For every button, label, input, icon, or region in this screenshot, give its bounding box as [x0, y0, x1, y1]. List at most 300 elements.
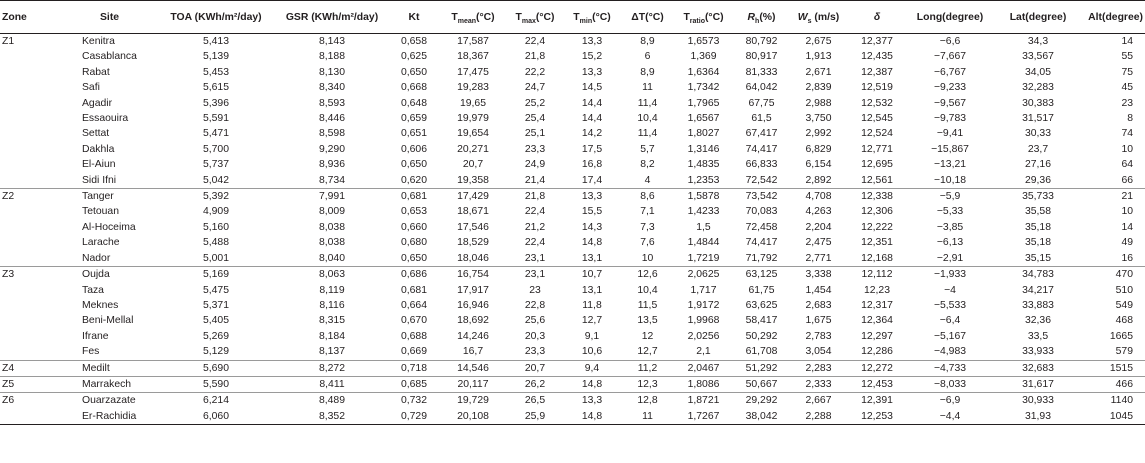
cell-rh: 58,417 — [745, 315, 778, 327]
cell-rh: 29,292 — [732, 393, 791, 409]
cell-long: −5,9 — [908, 189, 992, 205]
cell-delta: 12,771 — [861, 143, 893, 155]
cell-gsr: 8,184 — [318, 330, 345, 342]
cell-tmax: 26,2 — [506, 376, 564, 392]
cell-site: Marrakech — [36, 376, 156, 392]
cell-dt: 12,8 — [620, 393, 675, 409]
cell-tratio: 2,0467 — [675, 360, 732, 376]
header-alt: Alt(degree) — [1084, 1, 1145, 34]
table-row — [0, 283, 1145, 298]
cell-rh: 61,708 — [745, 346, 778, 358]
cell-rh: 74,417 — [745, 143, 778, 155]
cell-gsr: 8,188 — [318, 51, 345, 63]
cell-tmin: 15,2 — [581, 51, 603, 63]
cell-lat: 34,3 — [1027, 36, 1049, 47]
cell-tmax: 25,1 — [524, 128, 546, 140]
table-row — [0, 360, 1145, 376]
cell-tmin: 16,8 — [581, 159, 603, 171]
cell-long: −9,233 — [933, 82, 967, 94]
cell-alt: 16 — [1121, 252, 1133, 264]
cell-ws: 2,839 — [805, 82, 832, 94]
cell-long: −5,533 — [933, 299, 967, 311]
cell-dt: 13,5 — [637, 315, 658, 327]
cell-zone — [0, 65, 36, 80]
cell-ws: 1,913 — [805, 51, 832, 63]
cell-site: Essaouira — [82, 113, 129, 125]
header-tmin-unit: (°C) — [592, 11, 611, 23]
table-row — [0, 142, 1145, 157]
cell-site: Beni-Mellal — [82, 315, 134, 327]
cell-toa: 6,214 — [156, 393, 276, 409]
cell-rh: 67,417 — [745, 128, 778, 140]
cell-tmax: 23 — [529, 284, 541, 296]
cell-toa: 5,001 — [202, 252, 229, 264]
cell-tratio: 1,8721 — [675, 393, 732, 409]
header-delta — [846, 1, 908, 34]
cell-kt: 0,651 — [400, 128, 427, 140]
cell-alt: 45 — [1121, 82, 1133, 94]
cell-site: Safi — [82, 82, 100, 94]
cell-lat: 34,217 — [1022, 284, 1054, 296]
cell-alt: 14 — [1121, 221, 1133, 233]
cell-kt: 0,718 — [388, 360, 440, 376]
cell-tmin: 13,1 — [581, 252, 603, 264]
cell-alt: 470 — [1084, 267, 1145, 283]
cell-zone — [0, 313, 36, 328]
cell-site: Oujda — [36, 267, 156, 283]
cell-kt: 0,729 — [388, 409, 440, 425]
header-ws — [791, 1, 846, 34]
cell-kt: 0,650 — [400, 159, 427, 171]
cell-site: Fes — [82, 346, 100, 358]
cell-tratio: 1,2353 — [687, 174, 720, 186]
cell-tmin: 9,4 — [564, 360, 620, 376]
cell-alt: 579 — [1115, 346, 1133, 358]
cell-long: −4,733 — [908, 360, 992, 376]
cell-gsr: 8,040 — [318, 252, 345, 264]
cell-tratio: 1,7342 — [687, 82, 720, 94]
cell-toa: 5,160 — [202, 221, 229, 233]
cell-tmax: 24,7 — [524, 82, 546, 94]
header-delta-symbol: δ — [873, 11, 881, 23]
cell-zone — [0, 126, 36, 141]
cell-dt: 12,3 — [620, 376, 675, 392]
cell-tmin: 13,3 — [564, 189, 620, 205]
cell-dt: 6 — [644, 51, 651, 63]
cell-kt: 0,685 — [388, 376, 440, 392]
cell-tmean: 19,979 — [457, 113, 489, 125]
cell-toa: 5,371 — [202, 299, 229, 311]
cell-kt: 0,664 — [400, 299, 427, 311]
cell-gsr: 8,411 — [276, 376, 388, 392]
cell-dt: 11,4 — [637, 97, 658, 109]
cell-long: −3,85 — [936, 221, 964, 233]
cell-rh: 64,042 — [745, 82, 778, 94]
cell-tmean: 18,046 — [457, 252, 489, 264]
cell-ws: 3,054 — [805, 346, 832, 358]
cell-rh: 80,792 — [745, 36, 778, 47]
cell-kt: 0,681 — [400, 284, 427, 296]
cell-ws: 2,892 — [805, 174, 832, 186]
cell-rh: 72,542 — [745, 174, 778, 186]
cell-gsr: 8,119 — [319, 284, 345, 296]
cell-tratio: 1,5878 — [675, 189, 732, 205]
cell-alt: 10 — [1121, 206, 1133, 218]
cell-tmean: 17,429 — [440, 189, 506, 205]
table-row — [0, 298, 1145, 313]
cell-ws: 3,750 — [805, 113, 832, 125]
cell-long: −4,4 — [908, 409, 992, 425]
cell-long: −5,167 — [933, 330, 967, 342]
cell-tmean: 14,546 — [440, 360, 506, 376]
cell-long: −2,91 — [936, 252, 964, 264]
cell-lat: 23,7 — [1027, 143, 1049, 155]
cell-gsr: 8,116 — [319, 299, 345, 311]
header-site: Site — [36, 1, 156, 34]
cell-rh: 71,792 — [745, 252, 778, 264]
cell-tmin: 17,5 — [581, 143, 603, 155]
cell-lat: 32,36 — [1024, 315, 1051, 327]
cell-tratio: 1,5 — [696, 221, 711, 233]
cell-lat: 32,283 — [1022, 82, 1054, 94]
cell-dt: 12,7 — [637, 346, 658, 358]
cell-delta: 12,435 — [861, 51, 893, 63]
cell-kt: 0,660 — [400, 221, 427, 233]
cell-rh: 72,458 — [745, 221, 778, 233]
cell-lat: 33,567 — [1022, 51, 1054, 63]
header-tratio-symbol: T — [683, 11, 690, 23]
cell-lat: 34,783 — [992, 267, 1084, 283]
cell-tmin: 14,4 — [581, 113, 603, 125]
cell-tmin: 13,3 — [581, 66, 603, 78]
cell-ws: 6,829 — [805, 143, 832, 155]
cell-toa: 5,453 — [202, 66, 229, 78]
cell-dt: 7,3 — [640, 221, 655, 233]
table-row — [0, 393, 1145, 409]
cell-long: −15,867 — [931, 143, 969, 155]
cell-long: −10,18 — [933, 174, 967, 186]
cell-tratio: 1,7267 — [675, 409, 732, 425]
cell-kt: 0,625 — [400, 51, 427, 63]
cell-tmin: 13,3 — [581, 36, 603, 47]
cell-lat: 34,05 — [1024, 66, 1051, 78]
cell-rh: 38,042 — [732, 409, 791, 425]
cell-tmax: 21,4 — [524, 174, 546, 186]
cell-gsr: 8,489 — [276, 393, 388, 409]
cell-site: Sidi Ifni — [82, 174, 117, 186]
table-row — [0, 313, 1145, 328]
cell-delta: 12,297 — [861, 330, 893, 342]
cell-tmin: 10,6 — [581, 346, 603, 358]
cell-delta: 12,453 — [846, 376, 908, 392]
cell-delta: 12,545 — [861, 113, 893, 125]
cell-toa: 5,737 — [202, 159, 229, 171]
cell-alt: 466 — [1084, 376, 1145, 392]
cell-tmin: 9,1 — [584, 330, 600, 342]
cell-alt: 75 — [1121, 66, 1133, 78]
cell-dt: 7,1 — [640, 206, 655, 218]
cell-tratio: 2,0256 — [687, 330, 720, 342]
cell-zone — [0, 173, 36, 189]
cell-tmax: 23,3 — [524, 346, 546, 358]
cell-toa: 5,413 — [202, 36, 229, 47]
cell-delta: 12,532 — [861, 97, 893, 109]
cell-long: −9,567 — [933, 97, 967, 109]
cell-delta: 12,23 — [863, 284, 890, 296]
cell-delta: 12,364 — [861, 315, 893, 327]
cell-dt: 10,4 — [637, 284, 658, 296]
cell-tmean: 19,729 — [440, 393, 506, 409]
cell-toa: 5,396 — [202, 97, 229, 109]
cell-tmax: 21,8 — [506, 189, 564, 205]
cell-gsr: 8,130 — [318, 66, 345, 78]
cell-zone: Z5 — [0, 376, 36, 392]
cell-tmean: 14,246 — [457, 330, 489, 342]
cell-alt: 66 — [1121, 174, 1133, 186]
cell-alt: 468 — [1115, 315, 1133, 327]
cell-gsr: 8,598 — [318, 128, 345, 140]
cell-alt: 55 — [1121, 51, 1133, 63]
table-row — [0, 409, 1145, 425]
header-tmin-sub: min — [579, 17, 593, 25]
cell-rh: 74,417 — [745, 237, 778, 249]
header-ws-sub: s — [807, 17, 812, 25]
header-tmax — [506, 1, 564, 34]
table-row — [0, 189, 1145, 205]
cell-tmin: 14,8 — [581, 237, 603, 249]
cell-zone: Z2 — [0, 189, 36, 205]
cell-toa: 5,392 — [156, 189, 276, 205]
table-row — [0, 173, 1145, 189]
cell-kt: 0,686 — [388, 267, 440, 283]
cell-tmin: 13,3 — [564, 393, 620, 409]
cell-lat: 35,18 — [1024, 237, 1051, 249]
cell-lat: 30,33 — [1024, 128, 1051, 140]
header-rh-sub: h — [755, 17, 760, 25]
cell-delta: 12,317 — [861, 299, 893, 311]
cell-tmax: 26,5 — [506, 393, 564, 409]
cell-zone: Z6 — [0, 393, 36, 409]
cell-tmean: 17,917 — [457, 284, 489, 296]
cell-dt: 8,9 — [640, 36, 655, 47]
cell-site: Tetouan — [82, 206, 119, 218]
cell-tmax: 25,9 — [506, 409, 564, 425]
cell-ws: 2,475 — [805, 237, 832, 249]
cell-alt: 1515 — [1084, 360, 1145, 376]
cell-tmean: 18,367 — [457, 51, 489, 63]
cell-ws: 4,263 — [805, 206, 832, 218]
cell-ws: 4,708 — [791, 189, 846, 205]
cell-zone — [0, 204, 36, 219]
cell-tratio: 2,1 — [696, 346, 711, 358]
cell-toa: 5,591 — [202, 113, 229, 125]
cell-tmax: 25,6 — [524, 315, 546, 327]
cell-site: Agadir — [82, 97, 113, 109]
cell-lat: 33,883 — [1022, 299, 1054, 311]
table-row — [0, 34, 1145, 50]
header-tmean-unit: (°C) — [476, 11, 495, 23]
cell-delta: 12,377 — [861, 36, 893, 47]
cell-tmean: 19,283 — [457, 82, 489, 94]
header-tmean-symbol: T — [451, 11, 458, 23]
cell-site: Ouarzazate — [36, 393, 156, 409]
cell-long: −5,33 — [936, 206, 964, 218]
cell-site: Ifrane — [82, 330, 109, 342]
cell-ws: 2,283 — [791, 360, 846, 376]
header-rh-unit: (%) — [759, 11, 776, 23]
table-row — [0, 329, 1145, 344]
cell-tmean: 19,654 — [457, 128, 489, 140]
cell-alt: 49 — [1121, 237, 1133, 249]
cell-dt: 12,6 — [620, 267, 675, 283]
cell-delta: 12,391 — [846, 393, 908, 409]
cell-rh: 67,75 — [748, 97, 775, 109]
cell-kt: 0,670 — [400, 315, 427, 327]
cell-zone — [0, 142, 36, 157]
cell-lat: 31,93 — [992, 409, 1084, 425]
cell-lat: 35,15 — [1024, 252, 1051, 264]
table-row — [0, 235, 1145, 250]
cell-tmean: 20,271 — [457, 143, 489, 155]
cell-gsr: 8,315 — [318, 315, 345, 327]
cell-dt: 11 — [642, 82, 653, 94]
cell-kt: 0,680 — [400, 237, 427, 249]
table-row — [0, 376, 1145, 392]
cell-tmax: 23,3 — [524, 143, 546, 155]
cell-dt: 7,6 — [640, 237, 655, 249]
cell-delta: 12,306 — [861, 206, 893, 218]
cell-delta: 12,286 — [861, 346, 893, 358]
cell-gsr: 8,137 — [318, 346, 345, 358]
cell-lat: 33,933 — [1022, 346, 1054, 358]
cell-tmax: 21,8 — [524, 51, 546, 63]
cell-kt: 0,732 — [388, 393, 440, 409]
cell-site: Tanger — [36, 189, 156, 205]
cell-alt: 21 — [1084, 189, 1145, 205]
cell-site: Rabat — [82, 66, 110, 78]
cell-tmean: 19,65 — [459, 97, 486, 109]
cell-tmax: 21,2 — [524, 221, 546, 233]
cell-long: −6,6 — [939, 36, 961, 47]
cell-delta: 12,695 — [861, 159, 893, 171]
cell-site: Settat — [82, 128, 110, 140]
cell-tmin: 11,8 — [582, 299, 602, 311]
cell-tmin: 14,3 — [581, 221, 603, 233]
table-row — [0, 96, 1145, 111]
cell-zone — [0, 344, 36, 360]
cell-tratio: 2,0625 — [675, 267, 732, 283]
cell-alt: 510 — [1115, 284, 1133, 296]
cell-delta: 12,222 — [861, 221, 893, 233]
cell-alt: 14 — [1121, 36, 1133, 47]
cell-tmax: 24,9 — [524, 159, 546, 171]
cell-rh: 61,5 — [751, 113, 772, 125]
cell-tmean: 18,529 — [457, 237, 489, 249]
cell-gsr: 8,446 — [318, 113, 345, 125]
cell-dt: 5,7 — [640, 143, 655, 155]
cell-tmin: 14,4 — [581, 97, 603, 109]
cell-kt: 0,659 — [400, 113, 427, 125]
cell-tmean: 17,587 — [457, 36, 489, 47]
cell-tmin: 12,7 — [581, 315, 603, 327]
cell-delta: 12,561 — [861, 174, 893, 186]
cell-dt: 11,2 — [620, 360, 675, 376]
cell-ws: 2,783 — [805, 330, 832, 342]
header-tmax-symbol: T — [515, 11, 522, 23]
cell-alt: 23 — [1121, 97, 1133, 109]
cell-rh: 80,917 — [745, 51, 778, 63]
cell-alt: 64 — [1121, 159, 1133, 171]
cell-lat: 32,683 — [992, 360, 1084, 376]
table-row — [0, 220, 1145, 235]
cell-rh: 70,083 — [745, 206, 778, 218]
cell-alt: 1665 — [1109, 330, 1133, 342]
cell-tmax: 22,2 — [524, 66, 546, 78]
header-tratio — [675, 1, 732, 34]
cell-kt: 0,620 — [400, 174, 427, 186]
cell-lat: 31,617 — [992, 376, 1084, 392]
cell-toa: 5,700 — [202, 143, 229, 155]
cell-dt: 12 — [641, 330, 654, 342]
cell-tmean: 18,692 — [457, 315, 489, 327]
table-row — [0, 49, 1145, 64]
cell-tratio: 1,8086 — [675, 376, 732, 392]
cell-tmax: 20,7 — [506, 360, 564, 376]
cell-delta: 12,351 — [861, 237, 893, 249]
table-row — [0, 267, 1145, 283]
cell-toa: 5,475 — [202, 284, 229, 296]
cell-tmean: 16,946 — [457, 299, 489, 311]
table-row — [0, 65, 1145, 80]
cell-site: Kenitra — [82, 36, 115, 47]
cell-site: Nador — [82, 252, 111, 264]
header-tmean — [440, 1, 506, 34]
cell-tratio: 1,8027 — [687, 128, 720, 140]
cell-toa: 5,269 — [202, 330, 229, 342]
cell-lat: 35,18 — [1024, 221, 1051, 233]
cell-gsr: 8,038 — [318, 237, 345, 249]
cell-gsr: 8,143 — [318, 36, 345, 47]
cell-tratio: 1,4835 — [687, 159, 720, 171]
cell-site: Taza — [82, 284, 104, 296]
cell-dt: 8,2 — [640, 159, 655, 171]
cell-rh: 50,292 — [745, 330, 778, 342]
cell-ws: 2,671 — [805, 66, 832, 78]
header-ws-symbol: W — [797, 11, 808, 23]
cell-tmin: 17,4 — [581, 174, 603, 186]
cell-site: Larache — [82, 237, 120, 249]
cell-tmean: 19,358 — [457, 174, 489, 186]
header-tmin-symbol: T — [573, 11, 580, 23]
header-gsr: GSR (KWh/m²/day) — [276, 1, 388, 34]
cell-delta: 12,524 — [861, 128, 893, 140]
cell-tmean: 17,546 — [457, 221, 489, 233]
cell-long: −9,783 — [933, 113, 967, 125]
cell-tmax: 22,8 — [524, 299, 546, 311]
table-row — [0, 204, 1145, 219]
header-dt: ΔT(°C) — [620, 1, 675, 34]
cell-site: Al-Hoceima — [82, 221, 136, 233]
cell-long: −6,4 — [939, 315, 961, 327]
cell-rh: 63,125 — [732, 267, 791, 283]
cell-ws: 2,204 — [805, 221, 832, 233]
cell-kt: 0,681 — [388, 189, 440, 205]
cell-long: −7,667 — [933, 51, 967, 63]
cell-zone — [0, 235, 36, 250]
cell-ws: 2,988 — [805, 97, 832, 109]
cell-toa: 5,042 — [202, 174, 229, 186]
cell-kt: 0,653 — [400, 206, 427, 218]
